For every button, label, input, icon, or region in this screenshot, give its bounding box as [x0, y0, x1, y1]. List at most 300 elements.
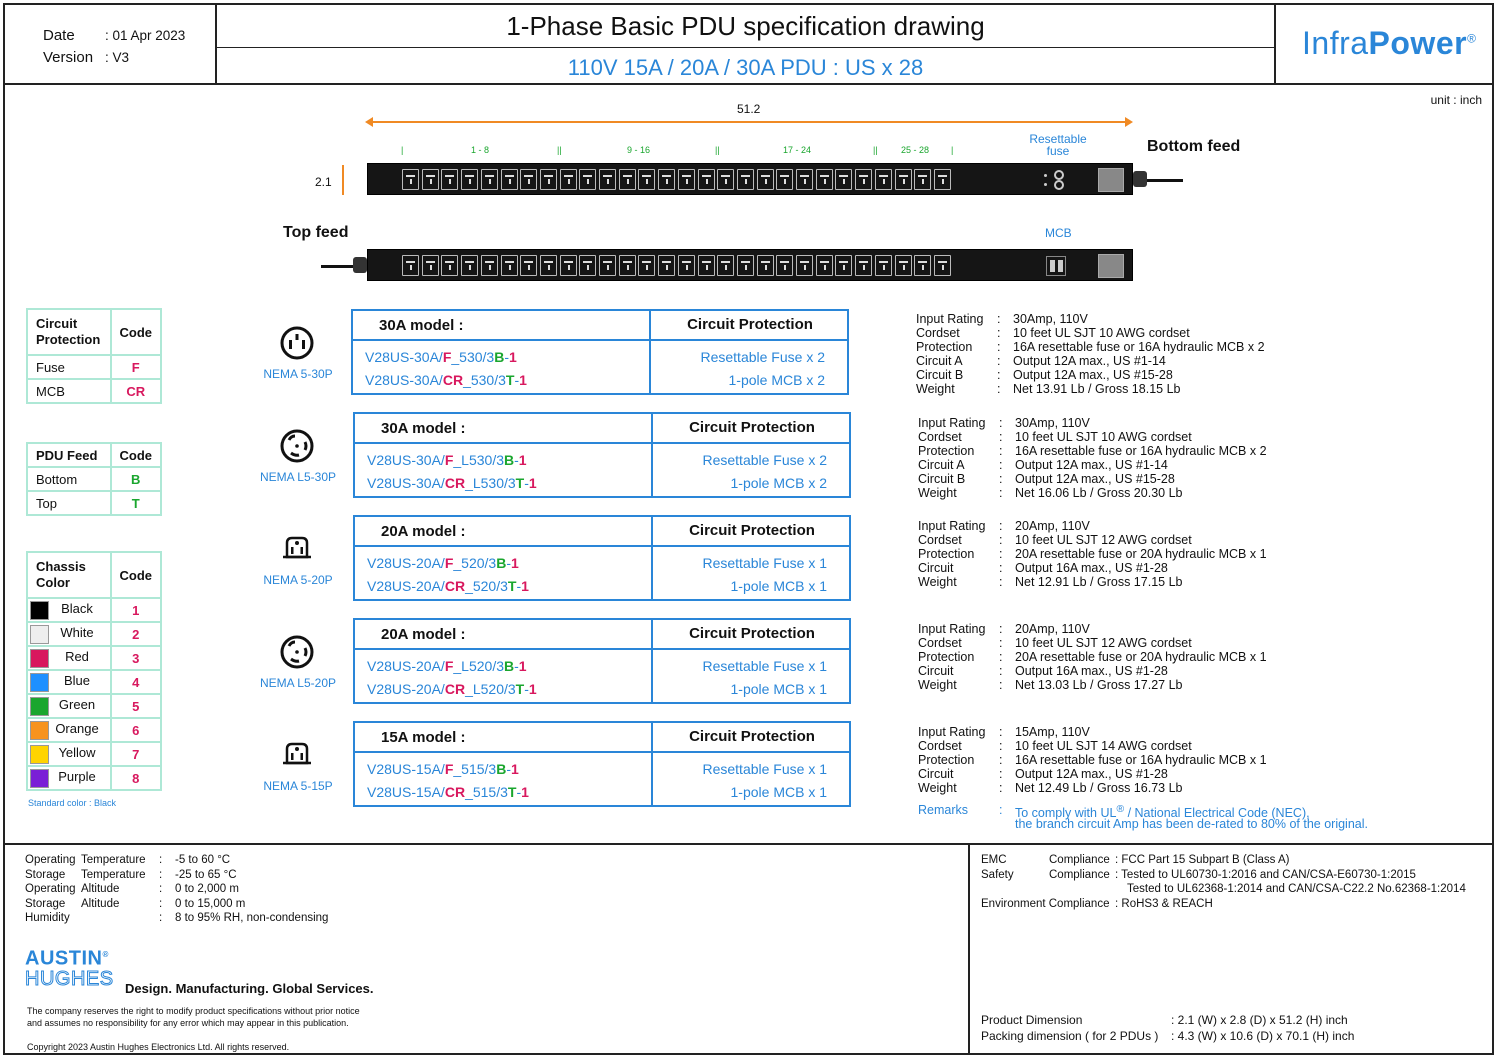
part-number-segment: T	[515, 475, 525, 491]
colon: :	[999, 430, 1003, 444]
plug-icon	[257, 531, 337, 567]
colon: :	[159, 854, 163, 866]
env-key: Storage	[25, 868, 66, 881]
spec-value: Output 12A max., US #15-28	[1013, 368, 1173, 382]
part-number-segment: F	[444, 555, 454, 571]
height-dimension: 2.1	[315, 175, 332, 189]
colon: :	[997, 326, 1001, 340]
plug-icon	[257, 737, 337, 773]
outlet-icon	[461, 255, 478, 276]
power-cord-icon	[321, 265, 357, 268]
part-number-segment: -	[524, 475, 529, 491]
color-swatch	[30, 721, 49, 740]
remarks-reg: ®	[1116, 804, 1125, 815]
spec-key: Cordset	[918, 533, 962, 547]
part-number-segment: V28US-20A/	[367, 578, 445, 594]
spec-value: Output 12A max., US #1-14	[1015, 458, 1168, 472]
cable-gland-icon	[353, 257, 367, 273]
part-number-segment: B	[496, 761, 507, 777]
part-number-segment: V28US-30A/	[365, 349, 443, 365]
circuit-protection-header: Circuit Protection	[649, 311, 849, 339]
dimension-arrow-right-icon	[1125, 117, 1133, 127]
table-row	[27, 355, 161, 379]
outlet-icon	[481, 169, 498, 190]
spec-key: Weight	[918, 678, 957, 692]
spec-value: Net 12.91 Lb / Gross 17.15 Lb	[1015, 575, 1183, 589]
outlet-icon	[520, 255, 537, 276]
fuse-protection: Resettable Fuse x 2	[702, 452, 827, 468]
table-row	[27, 379, 161, 403]
spec-key: Circuit A	[918, 458, 965, 472]
color-swatch-cell	[27, 646, 111, 670]
logo-power: Power	[1368, 25, 1468, 61]
table-row	[27, 491, 161, 515]
outlet-icon	[737, 255, 754, 276]
part-number-segment: -	[516, 784, 522, 800]
model-header	[355, 517, 849, 547]
legend-code: 3	[111, 646, 162, 670]
fuse-part-number	[367, 658, 527, 674]
outlet-icon	[855, 169, 872, 190]
mcb-protection: 1-pole MCB x 2	[730, 475, 827, 491]
emc-sub: Compliance	[1049, 854, 1110, 866]
outlet-icon	[875, 169, 892, 190]
part-number-segment: 1	[521, 578, 529, 594]
part-number-segment: CR	[442, 372, 464, 388]
top-feed-label: Top feed	[283, 224, 349, 241]
standard-color-note: Standard color : Black	[28, 798, 117, 808]
plug-type-label: NEMA 5-20P	[263, 573, 333, 587]
table-header: PDU Feed	[27, 443, 111, 467]
outlet-icon	[776, 255, 793, 276]
env-sub: Altitude	[81, 897, 120, 910]
colon: :	[999, 533, 1003, 547]
table-row	[27, 766, 161, 790]
group-separator: ||	[873, 145, 878, 155]
colon: :	[999, 767, 1003, 781]
outlet-icon	[540, 255, 557, 276]
part-number-segment: V28US-20A/	[367, 681, 445, 697]
outlet-icon	[835, 255, 852, 276]
outlet-icon	[698, 169, 715, 190]
spec-key: Weight	[916, 382, 955, 396]
colon: :	[999, 803, 1003, 817]
model-title: 20A model :	[381, 523, 466, 540]
spec-key: Input Rating	[918, 519, 986, 533]
spec-key: Protection	[918, 444, 975, 458]
table-row	[27, 670, 161, 694]
color-swatch-cell	[27, 766, 111, 790]
product-dimension-value: : 2.1 (W) x 2.8 (D) x 51.2 (H) inch	[1171, 1013, 1348, 1027]
spec-value: 10 feet UL SJT 12 AWG cordset	[1015, 533, 1192, 547]
part-number-segment: _L520/3	[453, 658, 504, 674]
legend-name: Bottom	[27, 467, 111, 491]
column-divider	[651, 444, 653, 496]
color-swatch	[30, 769, 49, 788]
outlet-icon	[914, 169, 931, 190]
env-sub: Temperature	[81, 868, 146, 881]
compliance-specs	[981, 853, 1491, 913]
outlet-icon	[934, 255, 951, 276]
part-number-segment: _L530/3	[453, 452, 504, 468]
model-specs	[918, 622, 1478, 692]
outlet-icon	[698, 255, 715, 276]
spec-value: 16A resettable fuse or 16A hydraulic MCB x 2	[1013, 340, 1265, 354]
version-row	[43, 49, 130, 66]
environment-specs	[25, 853, 425, 929]
part-number-segment: -	[516, 578, 522, 594]
legend-name: Fuse	[27, 355, 111, 379]
color-swatch	[30, 673, 49, 692]
remarks	[918, 803, 1438, 833]
model-title: 30A model :	[379, 317, 464, 334]
mcb-part-number	[367, 681, 537, 697]
packing-dimension-value: : 4.3 (W) x 10.6 (D) x 70.1 (H) inch	[1171, 1029, 1355, 1043]
model-table	[353, 618, 851, 704]
outlet-icon	[816, 169, 833, 190]
date-label: Date	[43, 27, 75, 44]
circuit-protection-header: Circuit Protection	[651, 517, 851, 545]
spec-value: 15Amp, 110V	[1015, 725, 1090, 739]
color-swatch-cell	[27, 598, 111, 622]
fuse-protection: Resettable Fuse x 1	[702, 658, 827, 674]
spec-value: 20A resettable fuse or 20A hydraulic MCB x 1	[1015, 547, 1267, 561]
spec-value: 10 feet UL SJT 14 AWG cordset	[1015, 739, 1192, 753]
table-row	[27, 598, 161, 622]
env-sub: Temperature	[81, 854, 146, 866]
outlet-icon	[422, 255, 439, 276]
spec-key: Input Rating	[918, 622, 986, 636]
legend-code: CR	[111, 379, 162, 403]
legend-name: Yellow	[58, 745, 96, 761]
outlet-icon	[501, 169, 518, 190]
legend-code: 2	[111, 622, 162, 646]
table-header: Code	[111, 443, 162, 467]
group-separator: |	[951, 145, 954, 155]
spec-key: Circuit	[918, 664, 954, 678]
logo-reg: ®	[1467, 31, 1477, 46]
fuse-part-number	[367, 761, 519, 777]
model-specs	[918, 725, 1478, 795]
colon: :	[999, 781, 1003, 795]
spec-key: Cordset	[918, 739, 962, 753]
version-label: Version	[43, 49, 94, 66]
model-table	[353, 412, 851, 498]
disclaimer-line1: The company reserves the right to modify product specifications without prior notice	[27, 1006, 360, 1016]
spec-key: Protection	[918, 650, 975, 664]
color-swatch-cell	[27, 622, 111, 646]
spec-value: 20Amp, 110V	[1015, 622, 1090, 636]
part-number-segment: 1	[528, 681, 537, 697]
spec-value: Output 16A max., US #1-28	[1015, 561, 1168, 575]
copyright: Copyright 2023 Austin Hughes Electronics Ltd. All rights reserved.	[27, 1042, 290, 1052]
part-number-segment: 1	[509, 349, 517, 365]
colon: :	[999, 458, 1003, 472]
outlet-icon	[757, 169, 774, 190]
product-dimension-label: Product Dimension	[981, 1013, 1083, 1027]
remarks-line1-a: To comply with UL	[1015, 806, 1117, 821]
power-inlet-icon	[1098, 168, 1124, 192]
spec-key: Circuit B	[916, 368, 964, 382]
part-number-segment: B	[494, 349, 505, 365]
mcb-label: MCB	[1045, 226, 1072, 240]
part-number-segment: -	[504, 349, 510, 365]
colon: :	[997, 354, 1001, 368]
legend-code: T	[111, 491, 162, 515]
remarks-line1-b: / National Electrical Code (NEC),	[1124, 806, 1310, 821]
model-table	[353, 721, 851, 807]
color-code-table	[26, 551, 162, 791]
spec-key: Protection	[918, 547, 975, 561]
safety-sub: Compliance	[1049, 869, 1110, 881]
resettable-fuse-label: Resettable fuse	[1029, 132, 1087, 158]
env-value: 0 to 15,000 m	[175, 897, 246, 910]
spec-value: 16A resettable fuse or 16A hydraulic MCB x 1	[1015, 753, 1267, 767]
part-number-segment: CR	[444, 578, 466, 594]
outlet-icon	[914, 255, 931, 276]
height-dimension-line	[342, 165, 344, 195]
logo-austin-text: AUSTIN	[25, 947, 103, 970]
outlet-icon	[658, 169, 675, 190]
emc-label: EMC	[981, 854, 1007, 866]
colon: :	[999, 444, 1003, 458]
table-header: Code	[111, 309, 162, 355]
spec-key: Circuit A	[916, 354, 963, 368]
part-number-segment: _L530/3	[465, 475, 516, 491]
outlet-icon	[441, 169, 458, 190]
part-number-segment: -	[514, 658, 519, 674]
part-number-segment: V28US-20A/	[367, 658, 445, 674]
env-compliance-label: Environment Compliance	[981, 898, 1110, 910]
bottom-feed-label: Bottom feed	[1147, 138, 1241, 155]
colon: :	[999, 472, 1003, 486]
model-title: 30A model :	[381, 420, 466, 437]
spec-value: Net 12.49 Lb / Gross 16.73 Lb	[1015, 781, 1183, 795]
spec-key: Weight	[918, 486, 957, 500]
legend-name: White	[60, 625, 94, 641]
circuit-protection-header: Circuit Protection	[651, 723, 851, 751]
part-number-segment: V28US-15A/	[367, 761, 445, 777]
outlet-icon	[579, 169, 596, 190]
column-divider	[649, 341, 651, 393]
part-number-segment: F	[442, 349, 452, 365]
color-swatch-cell	[27, 694, 111, 718]
colon: :	[997, 368, 1001, 382]
column-divider	[651, 650, 653, 702]
legend-code: B	[111, 467, 162, 491]
colon: :	[159, 912, 163, 925]
outlet-icon	[422, 169, 439, 190]
spec-key: Cordset	[918, 430, 962, 444]
legend-code: 8	[111, 766, 162, 790]
outlet-icon	[599, 169, 616, 190]
outlet-icon	[599, 255, 616, 276]
model-header	[355, 723, 849, 753]
spec-value: Net 16.06 Lb / Gross 20.30 Lb	[1015, 486, 1183, 500]
env-value: 8 to 95% RH, non-condensing	[175, 912, 329, 925]
color-swatch-cell	[27, 742, 111, 766]
colon: :	[999, 739, 1003, 753]
part-number-segment: _530/3	[463, 372, 506, 388]
fuse-part-number	[367, 452, 527, 468]
env-sub: Altitude	[81, 883, 120, 896]
version-value: : V3	[105, 50, 130, 65]
length-dimension-line	[371, 121, 1127, 123]
remarks-label: Remarks	[918, 803, 969, 817]
outlet-icon	[737, 169, 754, 190]
mcb-protection: 1-pole MCB x 1	[730, 578, 827, 594]
feed-code-table	[26, 442, 162, 516]
legend-name: Top	[27, 491, 111, 515]
part-number-segment: 1	[511, 761, 519, 777]
colon: :	[997, 382, 1001, 396]
part-number-segment: CR	[444, 475, 466, 491]
model-header	[355, 414, 849, 444]
page-subtitle: 110V 15A / 20A / 30A PDU : US x 28	[567, 55, 924, 80]
outlet-icon	[658, 255, 675, 276]
model-title: 15A model :	[381, 729, 466, 746]
mcb-protection: 1-pole MCB x 1	[730, 784, 827, 800]
colon: :	[999, 561, 1003, 575]
part-number-segment: B	[504, 658, 515, 674]
spec-value: 30Amp, 110V	[1013, 312, 1088, 326]
outlet-icon	[402, 255, 419, 276]
colon: :	[999, 547, 1003, 561]
colon: :	[999, 622, 1003, 636]
fuse-part-number	[367, 555, 519, 571]
spec-key: Protection	[918, 753, 975, 767]
outlet-group-label: 17 - 24	[783, 145, 812, 155]
circuit-protection-header: Circuit Protection	[651, 620, 851, 648]
date-row	[43, 27, 186, 44]
outlet-icon	[560, 255, 577, 276]
fuse-protection: Resettable Fuse x 1	[702, 555, 827, 571]
spec-value: Output 12A max., US #15-28	[1015, 472, 1175, 486]
part-number-segment: T	[507, 784, 517, 800]
part-number-segment: V28US-30A/	[367, 475, 445, 491]
plug-icon	[257, 634, 337, 670]
outlet-icon	[717, 169, 734, 190]
model-header	[355, 620, 849, 650]
mcb-protection: 1-pole MCB x 1	[730, 681, 827, 697]
spec-value: 16A resettable fuse or 16A hydraulic MCB x 2	[1015, 444, 1267, 458]
spec-key: Weight	[918, 781, 957, 795]
model-table	[353, 515, 851, 601]
cable-gland-icon	[1133, 171, 1147, 187]
mcb-part-number	[365, 372, 527, 388]
outlet-icon	[835, 169, 852, 190]
colon: :	[997, 340, 1001, 354]
outlet-icon	[619, 169, 636, 190]
colon: :	[999, 519, 1003, 533]
part-number-segment: 1	[521, 784, 529, 800]
circuit-protection-header: Circuit Protection	[651, 414, 851, 442]
infrapower-logo	[1274, 5, 1492, 85]
spec-key: Circuit	[918, 767, 954, 781]
safety-value-2: Tested to UL62368-1:2014 and CAN/CSA-C22.2 No.62368-1:2014	[1127, 883, 1466, 895]
env-value: -5 to 60 °C	[175, 854, 231, 866]
spec-key: Cordset	[918, 636, 962, 650]
part-number-segment: V28US-15A/	[367, 784, 445, 800]
part-number-segment: T	[507, 578, 517, 594]
power-inlet-icon	[1098, 254, 1124, 278]
outlet-icon	[402, 169, 419, 190]
table-header: Code	[111, 552, 162, 598]
spec-value: 20Amp, 110V	[1015, 519, 1090, 533]
outlet-group-label: 25 - 28	[901, 145, 930, 155]
part-number-segment: _520/3	[465, 578, 508, 594]
env-compliance-value: : RoHS3 & REACH	[1115, 898, 1213, 910]
remarks-line2: the branch circuit Amp has been de-rated to 80% of the original.	[1015, 817, 1368, 831]
plug-type-label: NEMA 5-15P	[263, 779, 333, 793]
colon: :	[159, 897, 163, 910]
packing-dimension-label: Packing dimension ( for 2 PDUs )	[981, 1029, 1159, 1043]
part-number-segment: _515/3	[453, 761, 497, 777]
spec-value: Net 13.03 Lb / Gross 17.27 Lb	[1015, 678, 1183, 692]
color-swatch	[30, 601, 49, 620]
tagline: Design. Manufacturing. Global Services.	[125, 981, 374, 996]
env-key: Storage	[25, 897, 66, 910]
colon: :	[159, 883, 163, 896]
model-title: 20A model :	[381, 626, 466, 643]
legend-code: 5	[111, 694, 162, 718]
outlet-icon	[481, 255, 498, 276]
model-header	[353, 311, 847, 341]
legend-code: F	[111, 355, 162, 379]
part-number-segment: B	[504, 452, 515, 468]
logo-austin	[25, 945, 125, 969]
legend-name: Red	[65, 649, 89, 665]
part-number-segment: 1	[528, 475, 537, 491]
fuse-protection: Resettable Fuse x 1	[702, 761, 827, 777]
part-number-segment: -	[506, 555, 512, 571]
outlet-icon	[895, 255, 912, 276]
legend-name: Blue	[63, 673, 91, 689]
outlet-group-label: 9 - 16	[627, 145, 651, 155]
part-number-segment: V28US-30A/	[367, 452, 445, 468]
table-row	[27, 694, 161, 718]
color-swatch	[30, 625, 49, 644]
spec-value: Output 12A max., US #1-14	[1013, 354, 1166, 368]
part-number-segment: CR	[444, 681, 466, 697]
spec-key: Input Rating	[918, 725, 986, 739]
logo-infra: Infra	[1302, 25, 1369, 61]
mcb-part-number	[367, 475, 537, 491]
env-value: -25 to 65 °C	[175, 868, 237, 881]
part-number-segment: V28US-20A/	[367, 555, 445, 571]
outlet-group-label: 1 - 8	[471, 145, 490, 155]
outlet-icon	[619, 255, 636, 276]
dimension-specs	[981, 1013, 1491, 1047]
legend-name: Orange	[55, 721, 99, 737]
plug-icon	[257, 428, 337, 464]
spec-value: 10 feet UL SJT 10 AWG cordset	[1015, 430, 1192, 444]
part-number-segment: F	[444, 452, 454, 468]
column-divider	[651, 547, 653, 599]
unit-label: unit : inch	[1430, 93, 1482, 107]
outlet-icon	[520, 169, 537, 190]
mcb-part-number	[367, 578, 529, 594]
plug-type-label: NEMA L5-20P	[259, 676, 337, 690]
austin-hughes-logo	[25, 945, 125, 989]
fuse-part-number	[365, 349, 517, 365]
spec-key: Circuit B	[918, 472, 966, 486]
colon: :	[999, 753, 1003, 767]
infrapower-logo-text	[1302, 25, 1476, 62]
spec-key: Cordset	[916, 326, 960, 340]
protection-code-table	[26, 308, 162, 404]
outlet-icon	[579, 255, 596, 276]
